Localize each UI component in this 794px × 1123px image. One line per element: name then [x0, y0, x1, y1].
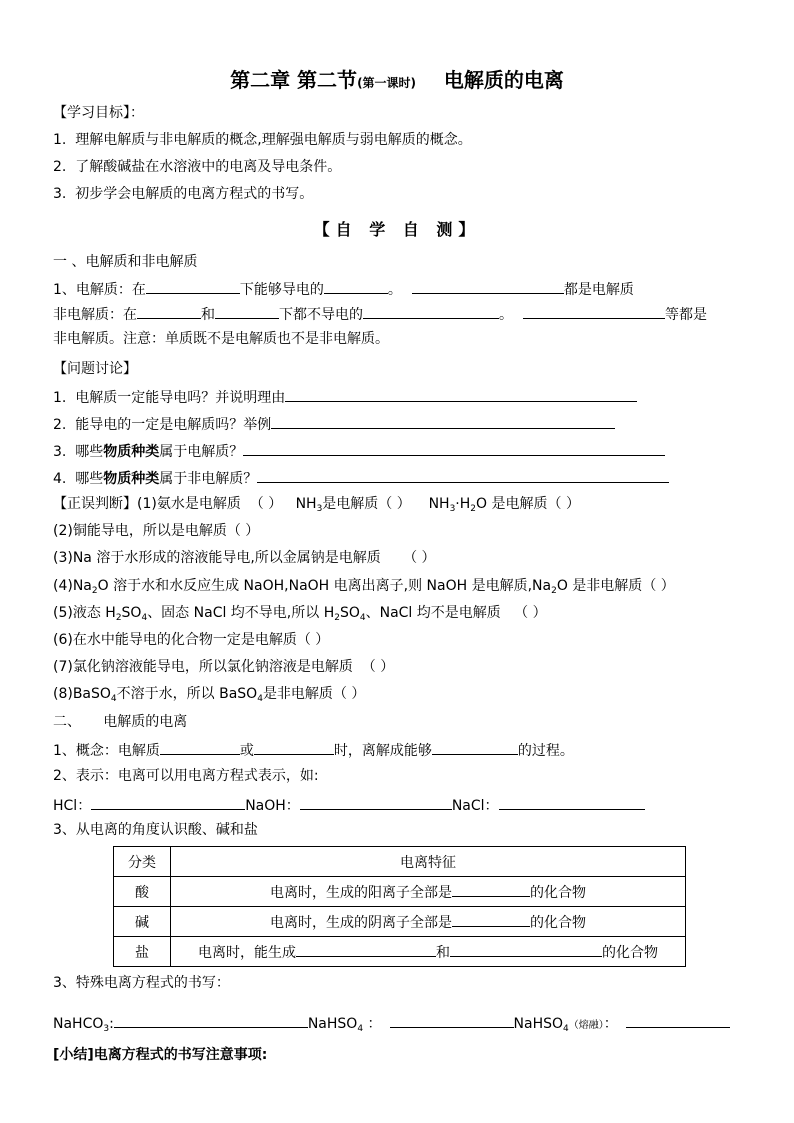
- blank-field[interactable]: [215, 304, 279, 319]
- blank-field[interactable]: [450, 942, 602, 957]
- blank-field[interactable]: [137, 304, 201, 319]
- table-row: [114, 937, 686, 967]
- blank-field[interactable]: [452, 912, 530, 927]
- judgement-q4: $(4)Na_2O$ 溶于水和水反应生成 NaOH,NaOH 电离出离子,则 NaOH 是电解质$,Na_2O$ 是非电解质（ ）: [53, 578, 675, 596]
- special-equation-row: NaHCO$_3$: NaHSO$_4$ ： NaHSO$_4$（熔融）：: [53, 1013, 730, 1035]
- judgement-q7: (7)氯化钠溶液能导电，所以氯化钠溶液是电解质 （ ）: [53, 659, 395, 675]
- table-cell-category: 盐: [114, 937, 171, 967]
- table-cell: 电离时，生成的阴离子全部是 的化合物: [171, 907, 686, 937]
- nahso4-blank[interactable]: [390, 1013, 514, 1028]
- ionization-table: [113, 846, 686, 967]
- section2-concept: 1、概念：电解质 或 时，离解成能够 的过程。: [53, 740, 574, 760]
- objective-item-3: 3. 初步学会电解质的电离方程式的书写。: [53, 186, 314, 202]
- hcl-blank[interactable]: [91, 795, 245, 810]
- table-header: 电离特征: [171, 847, 686, 877]
- self-test-heading: 【自 学 自 测】: [313, 220, 481, 239]
- blank-field[interactable]: [363, 304, 499, 319]
- nacl-blank[interactable]: [499, 795, 645, 810]
- blank-field[interactable]: [254, 740, 334, 755]
- naoh-blank[interactable]: [300, 795, 452, 810]
- answer-blank[interactable]: [243, 441, 665, 456]
- answer-blank[interactable]: [271, 414, 615, 429]
- objectives-header: 【学习目标】：: [53, 105, 144, 121]
- section1-title: 一 、电解质和非电解质: [53, 254, 198, 270]
- judgement-q5: (5)液态 $H_2SO_4$、固态 NaCl 均不导电,所以 $H_2SO_4$、NaCl 均不是电解质 （ ）: [53, 605, 547, 623]
- summary-label: [小结]电离方程式的书写注意事项:: [53, 1047, 268, 1063]
- section2-title: 二、 电解质的电离: [53, 714, 188, 730]
- table-row: [114, 907, 686, 937]
- lesson-label: (第一课时): [357, 76, 417, 90]
- discussion-item-3: 3. 哪些物质种类属于电解质？: [53, 441, 665, 461]
- table-header: 分类: [114, 847, 171, 877]
- special-title: 3、特殊电离方程式的书写：: [53, 975, 230, 991]
- page-title: [0, 64, 794, 93]
- objective-item-2: 2. 了解酸碱盐在水溶液中的电离及导电条件。: [53, 159, 342, 175]
- nahco3-blank[interactable]: [114, 1013, 308, 1028]
- discussion-header: 【问题讨论】: [53, 361, 137, 377]
- acid-base-title: 3、从电离的角度认识酸、碱和盐: [53, 822, 258, 838]
- topic-label: 电解质的电离: [443, 68, 564, 92]
- section2-expression: 2、表示：电离可以用电离方程式表示，如:: [53, 768, 319, 784]
- section1-line1: 1、电解质：在 下能够导电的 。 都是电解质: [53, 279, 634, 299]
- blank-field[interactable]: [296, 942, 436, 957]
- section1-line3: 非电解质。注意：单质既不是电解质也不是非电解质。: [53, 331, 389, 347]
- table-cell: 电离时，能生成 和 的化合物: [171, 937, 686, 967]
- discussion-item-4: 4. 哪些物质种类属于非电解质？: [53, 468, 669, 488]
- nahso4-melt-blank[interactable]: [626, 1013, 730, 1028]
- discussion-item-1: 1. 电解质一定能导电吗？并说明理由: [53, 387, 637, 407]
- blank-field[interactable]: [523, 304, 665, 319]
- table-cell-category: 酸: [114, 877, 171, 907]
- answer-blank[interactable]: [285, 387, 637, 402]
- blank-field[interactable]: [452, 882, 530, 897]
- discussion-item-2: 2. 能导电的一定是电解质吗？举例: [53, 414, 615, 434]
- table-header-row: [114, 847, 686, 877]
- blank-field[interactable]: [324, 279, 388, 294]
- answer-blank[interactable]: [257, 468, 669, 483]
- judgement-q1: 【正误判断】(1)氨水是电解质 （ ） $NH_3$是电解质（ ） $NH_3\cdot H_2O$ 是电解质（ ）: [53, 496, 580, 514]
- chapter-label: 第二章 第二节: [230, 68, 358, 92]
- blank-field[interactable]: [412, 279, 564, 294]
- judgement-q3: (3)Na 溶于水形成的溶液能导电,所以金属钠是电解质 （ ）: [53, 550, 436, 566]
- blank-field[interactable]: [146, 279, 240, 294]
- table-cell: 电离时，生成的阳离子全部是 的化合物: [171, 877, 686, 907]
- blank-field[interactable]: [432, 740, 518, 755]
- table-row: [114, 877, 686, 907]
- blank-field[interactable]: [160, 740, 240, 755]
- objective-item-1: 1. 理解电解质与非电解质的概念,理解强电解质与弱电解质的概念。: [53, 132, 472, 148]
- judgement-q2: (2)铜能导电，所以是电解质（ ）: [53, 523, 260, 539]
- judgement-q8: (8)BaSO$_4$不溶于水，所以 BaSO$_4$是非电解质（ ）: [53, 686, 366, 704]
- judgement-q6: (6)在水中能导电的化合物一定是电解质（ ）: [53, 632, 330, 648]
- section1-line2: 非电解质：在 和 下都不导电的 。 等都是: [53, 304, 707, 324]
- equation-row: HCl： NaOH： NaCl：: [53, 795, 645, 815]
- table-cell-category: 碱: [114, 907, 171, 937]
